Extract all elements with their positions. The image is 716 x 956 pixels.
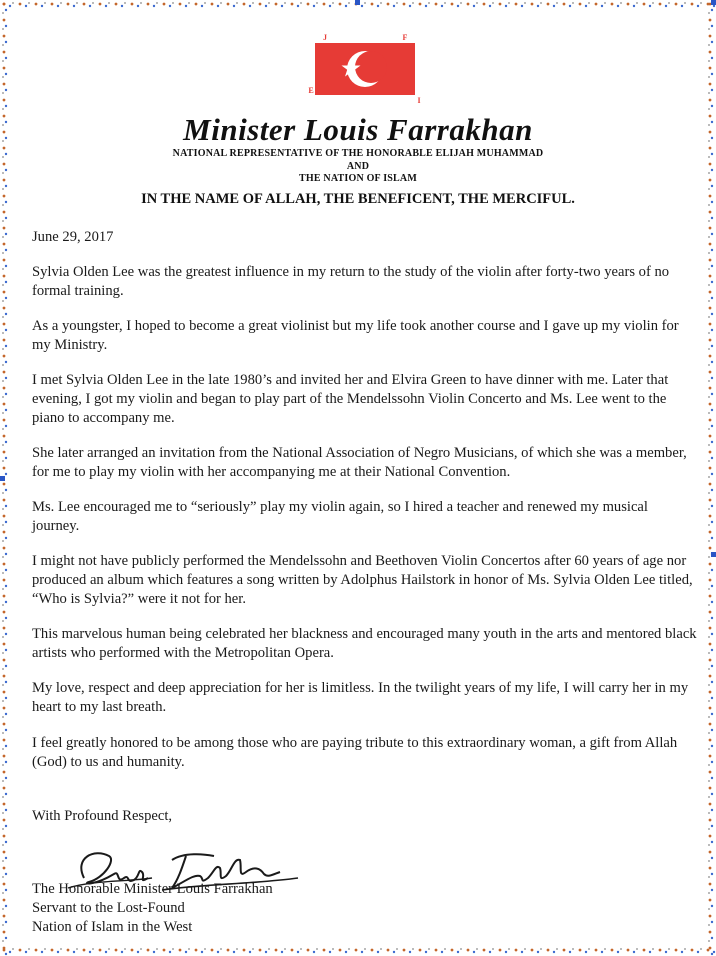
letterhead-title-line-2: AND: [346, 161, 370, 172]
letter-paragraph-1: [32, 263, 697, 301]
signatory-line-1: The Honorable Minister Louis Farrakhan: [32, 881, 273, 897]
signatory-line-2: Servant to the Lost-Found: [32, 900, 185, 916]
paragraph-text: Ms. Lee encouraged me to “seriously” play my violin again, so I hired a teacher and renewed my musical journey.: [32, 499, 648, 534]
letter-paragraph-2: [32, 317, 697, 355]
letterhead-title-line-1: NATIONAL REPRESENTATIVE OF THE HONORABLE ELIJAH MUHAMMAD: [172, 148, 544, 159]
paragraph-text: She later arranged an invitation from the National Association of Negro Musicians, of which she was a member, for me to play my violin with her accompanying me at their National Convention.: [32, 445, 687, 480]
paragraph-text: As a youngster, I hoped to become a great violinist but my life took another course and I gave up my violin for my Ministry.: [32, 318, 679, 353]
paragraph-text: This marvelous human being celebrated her blackness and encouraged many youth in the arts and mentored black artists who performed with the Metropolitan Opera.: [32, 626, 697, 661]
flag-letter-i: I: [417, 96, 421, 105]
decorative-border-right: [706, 0, 716, 956]
letter-page: [14, 12, 702, 946]
letter-paragraph-7: [32, 625, 697, 663]
flag-letter-f: F: [402, 33, 408, 42]
decorative-border-bottom: [0, 946, 716, 956]
letter-paragraph-3: [32, 371, 697, 428]
selection-handle-top-right[interactable]: [711, 0, 716, 5]
selection-handle-right[interactable]: [711, 552, 716, 557]
letter-paragraph-8: [32, 679, 697, 717]
letter-paragraph-5: [32, 498, 697, 536]
invocation-heading: IN THE NAME OF ALLAH, THE BENEFICENT, THE MERCIFUL.: [141, 191, 575, 207]
paragraph-text: My love, respect and deep appreciation for her is limitless. In the twilight years of my life, I will carry her in my heart to my last breath.: [32, 680, 689, 715]
letterhead-title-line-3: THE NATION OF ISLAM: [299, 173, 417, 184]
letter-paragraph-4: [32, 444, 697, 482]
letter-paragraph-6: [32, 552, 697, 609]
paragraph-text: Sylvia Olden Lee was the greatest influence in my return to the study of the violin after forty-two years of no formal training.: [32, 264, 670, 299]
letter-closing: With Profound Respect,: [32, 808, 173, 824]
letter-paragraph-9: [32, 734, 697, 772]
paragraph-text: I feel greatly honored to be among those who are paying tribute to this extraordinary woman, a gift from Allah (God) to us and humanity.: [32, 735, 678, 770]
selection-handle-left[interactable]: [0, 476, 5, 481]
flag-letter-j: J: [323, 33, 327, 42]
paragraph-text: I met Sylvia Olden Lee in the late 1980’s and invited her and Elvira Green to have dinner with me. Later that evening, I got my violin and began to play part of the Mendelssohn Violin Concerto and Ms. Lee went to the piano to accompany me.: [32, 372, 669, 426]
letter-date: June 29, 2017: [32, 229, 114, 245]
signatory-line-3: Nation of Islam in the West: [32, 919, 193, 935]
flag-letter-e: E: [308, 86, 314, 95]
selection-handle-top[interactable]: [355, 0, 360, 5]
nation-of-islam-flag-logo: [307, 31, 423, 105]
letterhead-name: Minister Louis Farrakhan: [183, 112, 533, 147]
paragraph-text: I might not have publicly performed the Mendelssohn and Beethoven Violin Concertos after 60 years of age nor produced an album which features a song written by Adolphus Hailstork in honor of Ms. Sylvia Olden Lee titled, “Who is Sylvia?” were it not for her.: [32, 553, 693, 607]
